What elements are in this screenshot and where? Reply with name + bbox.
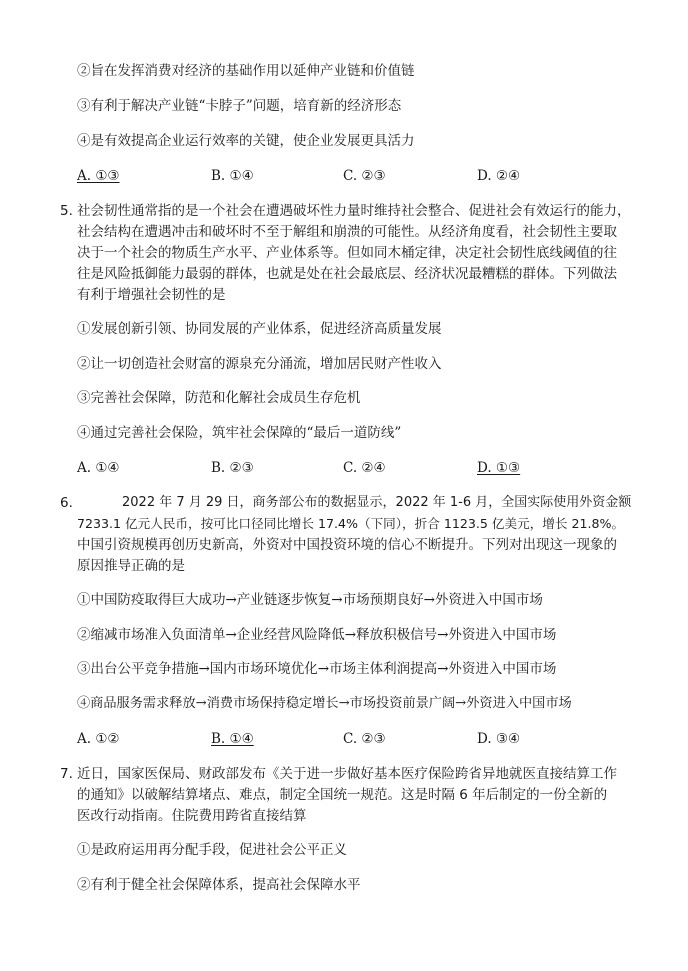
- q7-item-1: ①是政府运用再分配手段，促进社会公平正义: [77, 842, 347, 858]
- q4-item-3: ③有利于解决产业链“卡脖子”问题，培育新的经济形态: [77, 98, 402, 114]
- q6-option-a: A. ①②: [77, 731, 120, 747]
- q7-stem-line-3: 医改行动指南。住院费用跨省直接结算: [77, 808, 307, 824]
- q5-option-a: A. ①④: [77, 460, 120, 476]
- q5-stem-line-5: 有利于增强社会韧性的是: [77, 287, 226, 303]
- q5-option-c: C. ②④: [343, 460, 386, 476]
- q4-option-a: A. ①③: [77, 168, 120, 184]
- q5-option-d: D. ①③: [477, 460, 521, 476]
- q6-item-4: ④商品服务需求释放→消费市场保持稳定增长→市场投资前景广阔→外资进入中国市场: [77, 696, 572, 711]
- q6-option-b: B. ①④: [211, 731, 254, 747]
- q6-option-c: C. ②③: [343, 731, 386, 747]
- q7-stem-line-1: 近日，国家医保局、财政部发布《关于进一步做好基本医疗保险跨省异地就医直接结算工作: [77, 766, 617, 782]
- q5-item-4: ④通过完善社会保险，筑牢社会保障的“最后一道防线”: [77, 425, 402, 441]
- q4-item-4: ④是有效提高企业运行效率的关键，使企业发展更具活力: [77, 133, 415, 149]
- q7-stem-line-2: 的通知》以破解结算堵点、难点，制定全国统一规范。这是时隔 6 年后制定的一份全新的: [77, 787, 608, 803]
- q5-stem-line-4: 往是风险抵御能力最弱的群体，也就是处在社会最底层、经济状况最糟糕的群体。下列做法: [77, 266, 617, 282]
- q6-stem-line-1: 2022 年 7 月 29 日，商务部公布的数据显示，2022 年 1-6 月，全国实际使用外资金额: [122, 495, 632, 510]
- q7-number: 7.: [60, 766, 73, 782]
- q5-stem-line-1: 社会韧性通常指的是一个社会在遭遇破坏性力量时维持社会整合、促进社会有效运行的能力，: [77, 203, 631, 219]
- q6-item-3: ③出台公平竞争措施→国内市场环境优化→市场主体利润提高→外资进入中国市场: [77, 661, 557, 677]
- q5-item-1: ①发展创新引领、协同发展的产业体系，促进经济高质量发展: [77, 321, 442, 337]
- q4-option-b: B. ①④: [211, 168, 254, 184]
- q4-option-c: C. ②③: [343, 168, 386, 184]
- q7-item-2: ②有利于健全社会保障体系，提高社会保障水平: [77, 877, 361, 893]
- q5-option-b: B. ②③: [211, 460, 254, 476]
- q4-option-d: D. ②④: [477, 168, 521, 184]
- q5-stem-line-2: 社会结构在遭遇冲击和破坏时不至于解组和崩溃的可能性。从经济角度看，社会韧性主要取: [77, 224, 617, 240]
- q6-number: 6.: [60, 495, 73, 511]
- q6-stem-line-3: 中国引资规模再创历史新高，外资对中国投资环境的信心不断提升。下列对出现这一现象的: [77, 537, 617, 553]
- q6-item-2: ②缩减市场准入负面清单→企业经营风险降低→释放积极信号→外资进入中国市场: [77, 627, 557, 643]
- q6-stem-line-4: 原因推导正确的是: [77, 558, 185, 574]
- q5-item-3: ③完善社会保障，防范和化解社会成员生存危机: [77, 390, 361, 406]
- q4-item-2: ②旨在发挥消费对经济的基础作用以延伸产业链和价值链: [77, 63, 415, 79]
- q5-number: 5.: [60, 203, 73, 219]
- q6-option-d: D. ③④: [477, 731, 521, 747]
- q5-item-2: ②让一切创造社会财富的源泉充分涌流，增加居民财产性收入: [77, 356, 442, 372]
- q6-stem-line-2: 7233.1 亿元人民币，按可比口径同比增长 17.4%（下同），折合 1123.5 亿美元，增长 21.8%。: [77, 516, 625, 531]
- q6-item-1: ①中国防疫取得巨大成功→产业链逐步恢复→市场预期良好→外资进入中国市场: [77, 592, 543, 608]
- q5-stem-line-3: 决于一个社会的物质生产水平、产业体系等。但如同木桶定律，决定社会韧性底线阈值的往: [77, 245, 617, 261]
